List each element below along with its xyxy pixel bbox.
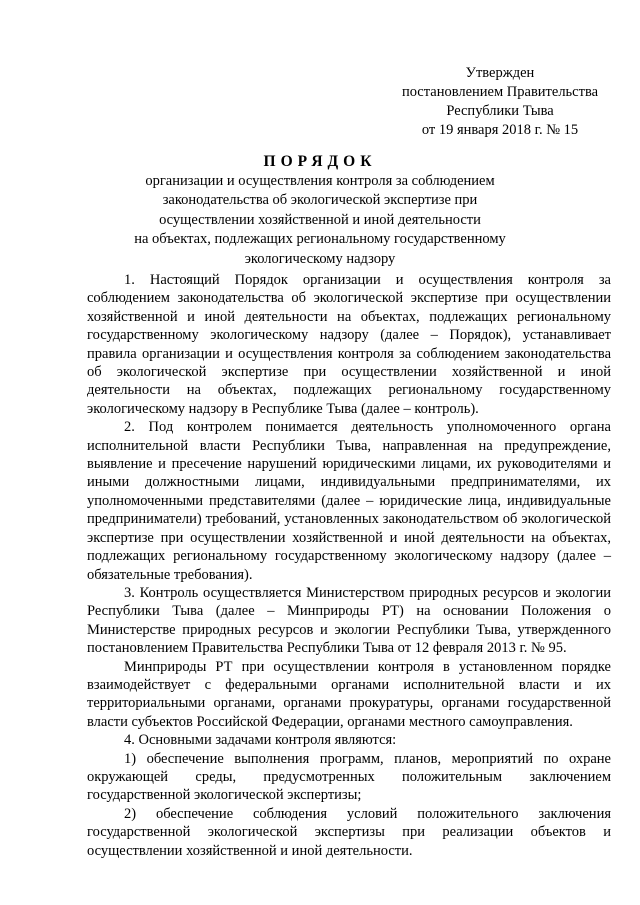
subtitle-line: на объектах, подлежащих региональному государственному [134, 231, 506, 248]
document-subtitle [110, 172, 530, 269]
subtitle-line: законодательства об экологической экспертизе при [162, 192, 478, 209]
document-body [87, 271, 611, 860]
paragraph: 4. Основными задачами контроля являются: [124, 732, 397, 749]
paragraph: 1) обеспечение выполнения программ, планов, мероприятий по охране окружающей среды, предусмотренных положительным заключением государственной экологической экспертизы; [87, 750, 611, 804]
approval-line: Республики Тыва [446, 103, 554, 119]
approval-line: от 19 января 2018 г. № 15 [421, 122, 579, 138]
approval-line: Утвержден [465, 65, 535, 81]
approval-block [380, 64, 620, 140]
subtitle-line: осуществлении хозяйственной и иной деятельности [159, 211, 481, 228]
approval-line: постановлением Правительства [401, 84, 599, 100]
paragraph: 2. Под контролем понимается деятельность уполномоченного органа исполнительной власти Республики Тыва, направленная на предупреждение, выявление и пресечение нарушений юридическими лицами, их руководителями и иными должностными лицами, индивидуальными предпринимателями, их уполномоченными представителями (далее – юридические лица, индивидуальные предприниматели) требований, установленных законодательством об экологической экспертизе при осуществлении хозяйственной и иной деятельности на объектах, подлежащих региональному государственному экологическому надзору (далее – обязательные требования). [87, 419, 611, 583]
paragraph: 2) обеспечение соблюдения условий положительного заключения государственной экологической экспертизы при реализации объектов и осуществлении хозяйственной и иной деятельности. [87, 805, 611, 859]
subtitle-line: экологическому надзору [244, 250, 396, 267]
paragraph: 1. Настоящий Порядок организации и осуществления контроля за соблюдением законодательства об экологической экспертизе при осуществлении хозяйственной и иной деятельности на объектах, подлежащих региональному государственному экологическому надзору (далее – Порядок), устанавливает правила организации и осуществления контроля за соблюдением законодательства об экологической экспертизе при осуществлении хозяйственной и иной деятельности на объектах, подлежащих региональному государственному экологическому надзору в Республике Тыва (далее – контроль). [87, 272, 611, 417]
paragraph: Минприроды РТ при осуществлении контроля в установленном порядке взаимодействует с федеральными органами исполнительной власти и их территориальными органами, органами прокуратуры, органами государственной власти субъектов Российской Федерации, органами местного самоуправления. [87, 658, 611, 730]
document-title: ПОРЯДОК [263, 153, 377, 170]
subtitle-line: организации и осуществления контроля за соблюдением [145, 173, 495, 189]
paragraph: 3. Контроль осуществляется Министерством природных ресурсов и экологии Республики Тыва (далее – Минприроды РТ) на основании Положения о Министерстве природных ресурсов и экологии Республики Тыва, утвержденного постановлением Правительства Республики Тыва от 12 февраля 2013 г. № 95. [87, 584, 611, 657]
